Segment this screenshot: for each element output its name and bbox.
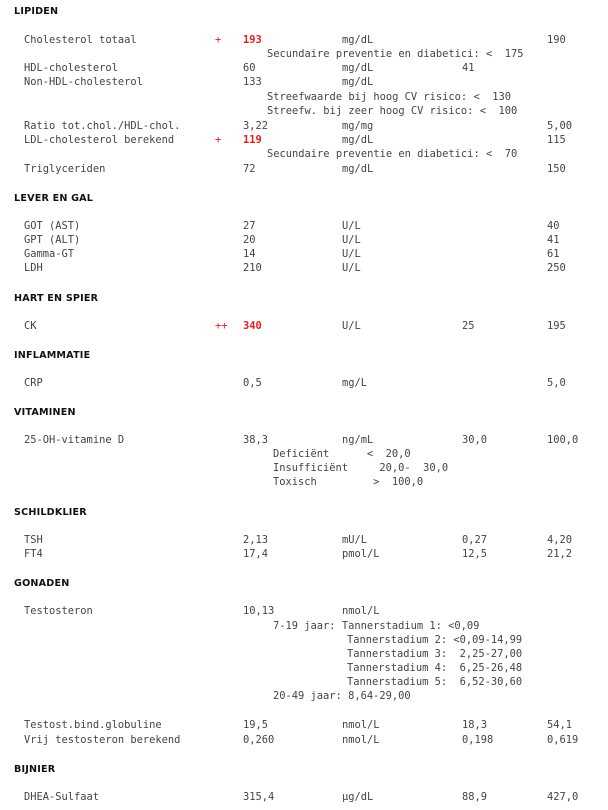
section-header-bijnier: BIJNIER [14,764,56,775]
ref-high-ratio: 5,00 [547,120,573,132]
unit-gamma-gt: U/L [342,248,361,260]
unit-ldl: mg/dL [342,134,374,146]
ref-low-shbg: 18,3 [462,719,488,731]
ref-high-ldh: 250 [547,262,566,274]
test-name-gpt: GPT (ALT) [24,234,81,246]
note-testosteron-tanner-5: Tannerstadium 5: 6,52-30,60 [347,676,523,688]
value-shbg: 19,5 [243,719,269,731]
unit-vitamine-d: ng/mL [342,434,374,446]
test-name-vitamine-d: 25-OH-vitamine D [24,434,125,446]
unit-ck: U/L [342,320,361,332]
test-name-ratio: Ratio tot.chol./HDL-chol. [24,120,181,132]
note-non-hdl-very-high-risk: Streefw. bij zeer hoog CV risico: < 100 [267,105,518,117]
test-name-vrij-testosteron: Vrij testosteron berekend [24,734,181,746]
unit-ft4: pmol/L [342,548,380,560]
section-header-inflammatie: INFLAMMATIE [14,350,91,361]
note-non-hdl-high-risk: Streefwaarde bij hoog CV risico: < 130 [267,91,511,103]
test-name-got: GOT (AST) [24,220,81,232]
ref-low-tsh: 0,27 [462,534,488,546]
note-cholesterol-secondary: Secundaire preventie en diabetici: < 175 [267,48,524,60]
flag-cholesterol: + [215,34,222,46]
value-got: 27 [243,220,256,232]
ref-high-tsh: 4,20 [547,534,573,546]
section-header-vitaminen: VITAMINEN [14,407,76,418]
value-triglyceriden: 72 [243,163,256,175]
note-testosteron-tanner-4: Tannerstadium 4: 6,25-26,48 [347,662,523,674]
flag-ck: ++ [215,320,228,332]
test-name-triglyceriden: Triglyceriden [24,163,106,175]
test-name-ck: CK [24,320,37,332]
value-vitamine-d: 38,3 [243,434,269,446]
ref-low-vrij-testosteron: 0,198 [462,734,494,746]
note-ldl-secondary: Secundaire preventie en diabetici: < 70 [267,148,518,160]
value-ldh: 210 [243,262,262,274]
ref-low-dhea-sulfaat: 88,9 [462,791,488,803]
unit-testosteron: nmol/L [342,605,380,617]
value-ratio: 3,22 [243,120,269,132]
unit-cholesterol: mg/dL [342,34,374,46]
value-tsh: 2,13 [243,534,269,546]
test-name-ldl: LDL-cholesterol berekend [24,134,175,146]
unit-got: U/L [342,220,361,232]
test-name-ft4: FT4 [24,548,43,560]
value-gamma-gt: 14 [243,248,256,260]
unit-ratio: mg/mg [342,120,374,132]
ref-high-ft4: 21,2 [547,548,573,560]
value-ldl: 119 [243,134,262,146]
section-header-lever-en-gal: LEVER EN GAL [14,193,94,204]
value-cholesterol: 193 [243,34,262,46]
unit-vrij-testosteron: nmol/L [342,734,380,746]
ref-high-vrij-testosteron: 0,619 [547,734,579,746]
unit-dhea-sulfaat: µg/dL [342,791,374,803]
section-header-lipiden: LIPIDEN [14,6,59,17]
value-hdl: 60 [243,62,256,74]
test-name-hdl: HDL-cholesterol [24,62,118,74]
value-non-hdl: 133 [243,76,262,88]
test-name-cholesterol: Cholesterol totaal [24,34,137,46]
ref-high-cholesterol: 190 [547,34,566,46]
ref-low-hdl: 41 [462,62,475,74]
test-name-ldh: LDH [24,262,43,274]
unit-gpt: U/L [342,234,361,246]
unit-ldh: U/L [342,262,361,274]
section-header-schildklier: SCHILDKLIER [14,507,87,518]
note-vitamine-d-deficient: Deficiënt < 20,0 [273,448,411,460]
test-name-testosteron: Testosteron [24,605,93,617]
test-name-gamma-gt: Gamma-GT [24,248,75,260]
value-testosteron: 10,13 [243,605,275,617]
value-crp: 0,5 [243,377,262,389]
ref-high-crp: 5,0 [547,377,566,389]
ref-low-ck: 25 [462,320,475,332]
ref-low-ft4: 12,5 [462,548,488,560]
value-vrij-testosteron: 0,260 [243,734,275,746]
ref-high-dhea-sulfaat: 427,0 [547,791,579,803]
unit-triglyceriden: mg/dL [342,163,374,175]
value-dhea-sulfaat: 315,4 [243,791,275,803]
flag-ldl: + [215,134,222,146]
unit-crp: mg/L [342,377,368,389]
section-header-gonaden: GONADEN [14,578,70,589]
test-name-crp: CRP [24,377,43,389]
unit-tsh: mU/L [342,534,368,546]
section-header-hart-en-spier: HART EN SPIER [14,293,99,304]
note-testosteron-tanner-1: 7-19 jaar: Tannerstadium 1: <0,09 [273,620,480,632]
test-name-dhea-sulfaat: DHEA-Sulfaat [24,791,100,803]
ref-low-vitamine-d: 30,0 [462,434,488,446]
test-name-non-hdl: Non-HDL-cholesterol [24,76,143,88]
ref-high-gamma-gt: 61 [547,248,560,260]
ref-high-ldl: 115 [547,134,566,146]
value-gpt: 20 [243,234,256,246]
note-testosteron-adult: 20-49 jaar: 8,64-29,00 [273,690,411,702]
note-vitamine-d-toxic: Toxisch > 100,0 [273,476,424,488]
value-ft4: 17,4 [243,548,269,560]
test-name-shbg: Testost.bind.globuline [24,719,162,731]
ref-high-gpt: 41 [547,234,560,246]
test-name-tsh: TSH [24,534,43,546]
note-testosteron-tanner-2: Tannerstadium 2: <0,09-14,99 [347,634,523,646]
unit-shbg: nmol/L [342,719,380,731]
note-testosteron-tanner-3: Tannerstadium 3: 2,25-27,00 [347,648,523,660]
ref-high-vitamine-d: 100,0 [547,434,579,446]
ref-high-triglyceriden: 150 [547,163,566,175]
ref-high-got: 40 [547,220,560,232]
ref-high-ck: 195 [547,320,566,332]
unit-non-hdl: mg/dL [342,76,374,88]
value-ck: 340 [243,320,262,332]
ref-high-shbg: 54,1 [547,719,573,731]
note-vitamine-d-insufficient: Insufficiënt 20,0- 30,0 [273,462,449,474]
unit-hdl: mg/dL [342,62,374,74]
